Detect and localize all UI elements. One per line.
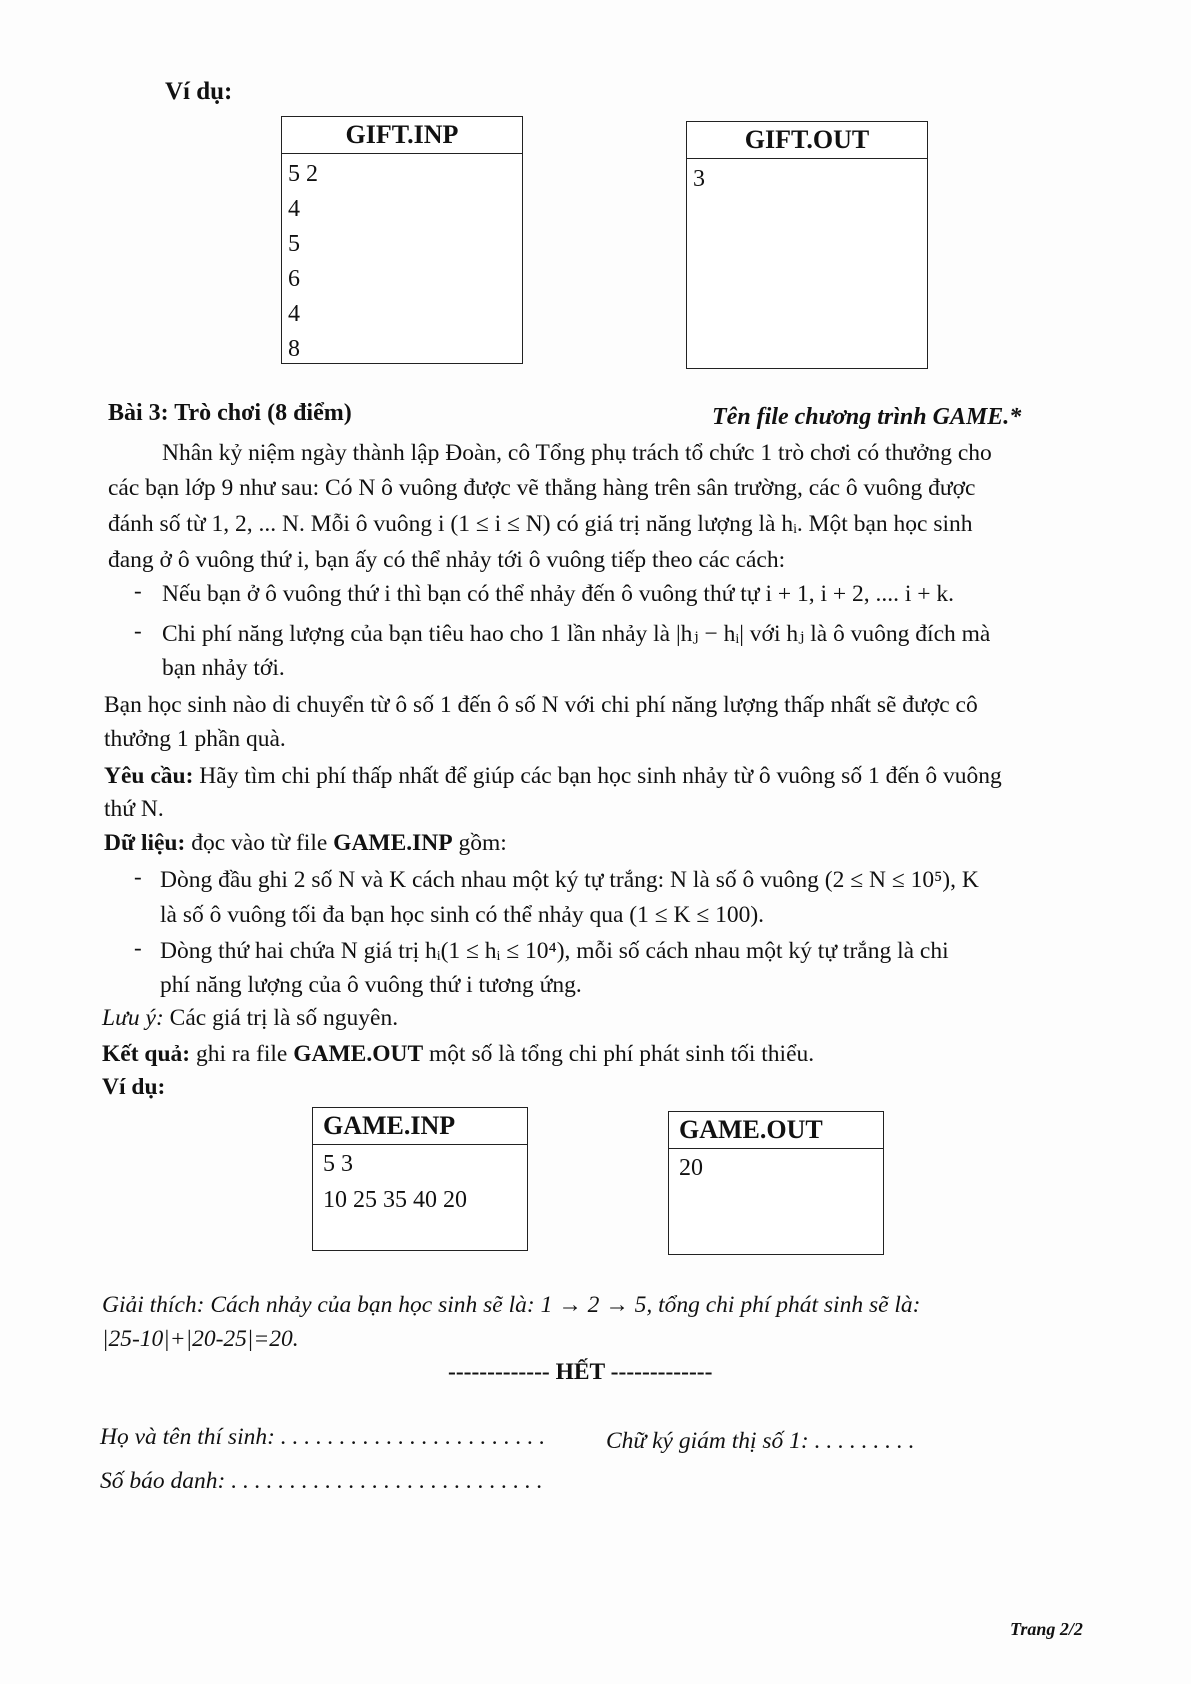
page-number: Trang 2/2 bbox=[1010, 1619, 1083, 1639]
explanation-line: |25-10|+|20-25|=20. bbox=[102, 1326, 299, 1352]
note-line bbox=[102, 1001, 398, 1035]
result-text: một số là tổng chi phí phát sinh tối thiểu. bbox=[423, 1041, 815, 1067]
intro-line: đánh số từ 1, 2, ... N. Mỗi ô vuông i (1 ≤ i ≤ N) có giá trị năng lượng là hᵢ. Một bạn học sinh bbox=[108, 511, 973, 537]
gift-inp-line: 5 2 bbox=[288, 161, 318, 187]
result-text: ghi ra file bbox=[190, 1041, 294, 1067]
data-item-line: phí năng lượng của ô vuông thứ i tương ứng. bbox=[160, 972, 582, 998]
bullet-dash: - bbox=[134, 864, 142, 889]
example-label: Ví dụ: bbox=[165, 78, 233, 105]
explanation-line: Giải thích: Cách nhảy của bạn học sinh sẽ là: 1 → 2 → 5, tổng chi phí phát sinh sẽ là: bbox=[102, 1292, 921, 1318]
game-out-content bbox=[669, 1149, 883, 1186]
data-text: đọc vào từ file bbox=[191, 830, 334, 856]
result-file: GAME.OUT bbox=[293, 1041, 424, 1067]
data-label: Dữ liệu: bbox=[104, 830, 186, 856]
requirement-line bbox=[104, 759, 1002, 793]
bullet-dash: - bbox=[134, 618, 142, 643]
game-inp-content bbox=[313, 1145, 527, 1218]
problem-title: Bài 3: Trò chơi (8 điểm) bbox=[108, 400, 352, 426]
note-label: Lưu ý: bbox=[102, 1005, 164, 1031]
game-inp-box bbox=[312, 1107, 528, 1251]
gift-inp-content bbox=[282, 154, 522, 367]
problem-filename: Tên file chương trình GAME.* bbox=[712, 404, 1022, 430]
gift-inp-title: GIFT.INP bbox=[282, 117, 522, 154]
intro-line: đang ở ô vuông thứ i, bạn ấy có thể nhảy tới ô vuông tiếp theo các cách: bbox=[108, 547, 786, 573]
result-line bbox=[102, 1037, 814, 1071]
rule-line: bạn nhảy tới. bbox=[162, 655, 285, 681]
gift-inp-line: 6 bbox=[288, 266, 300, 292]
gift-out-content bbox=[687, 159, 927, 197]
game-inp-line: 5 3 bbox=[323, 1151, 353, 1177]
note-text: Các giá trị là số nguyên. bbox=[163, 1005, 399, 1031]
game-out-box bbox=[668, 1111, 884, 1255]
gift-out-line: 3 bbox=[693, 166, 705, 192]
game-inp-title: GAME.INP bbox=[313, 1108, 527, 1145]
game-out-title: GAME.OUT bbox=[669, 1112, 883, 1149]
data-item-line: là số ô vuông tối đa bạn học sinh có thể nhảy qua (1 ≤ K ≤ 100). bbox=[160, 902, 765, 928]
data-item-line: Dòng thứ hai chứa N giá trị hᵢ(1 ≤ hᵢ ≤ 10⁴), mỗi số cách nhau một ký tự trắng là chi bbox=[160, 938, 949, 964]
reward-line: thưởng 1 phần quà. bbox=[104, 726, 286, 752]
gift-out-title: GIFT.OUT bbox=[687, 122, 927, 159]
requirement-line: thứ N. bbox=[104, 796, 164, 822]
requirement-text: Hãy tìm chi phí thấp nhất để giúp các bạn học sinh nhảy từ ô vuông số 1 đến ô vuông bbox=[199, 763, 1002, 789]
rule-line: Chi phí năng lượng của bạn tiêu hao cho 1 lần nhảy là |hⱼ − hᵢ| với hⱼ là ô vuông đích mà bbox=[162, 621, 991, 647]
gift-inp-line: 4 bbox=[288, 196, 300, 222]
game-inp-line: 10 25 35 40 20 bbox=[323, 1187, 467, 1213]
candidate-name-field: Họ và tên thí sinh: . . . . . . . . . . . . . . . . . . . . . . . bbox=[100, 1424, 546, 1450]
candidate-id-field: Số báo danh: . . . . . . . . . . . . . . . . . . . . . . . . . . . bbox=[100, 1468, 543, 1494]
gift-out-box bbox=[686, 121, 928, 369]
rule-line: Nếu bạn ở ô vuông thứ i thì bạn có thể nhảy đến ô vuông thứ tự i + 1, i + 2, .... i + k. bbox=[162, 581, 955, 607]
game-out-line: 20 bbox=[679, 1155, 703, 1181]
end-mark: ------------- HẾT ------------- bbox=[448, 1359, 713, 1385]
bullet-dash: - bbox=[134, 935, 142, 960]
reward-line: Bạn học sinh nào di chuyển từ ô số 1 đến ô số N với chi phí năng lượng thấp nhất sẽ được cô bbox=[104, 692, 978, 718]
gift-inp-line: 5 bbox=[288, 231, 300, 257]
gift-inp-box bbox=[281, 116, 523, 364]
bullet-dash: - bbox=[134, 578, 142, 603]
data-file: GAME.INP bbox=[333, 830, 453, 856]
example2-label: Ví dụ: bbox=[102, 1074, 166, 1100]
requirement-label: Yêu cầu: bbox=[104, 763, 194, 789]
intro-line: Nhân kỷ niệm ngày thành lập Đoàn, cô Tổng phụ trách tổ chức 1 trò chơi có thưởng cho bbox=[162, 440, 992, 466]
data-text: gồm: bbox=[452, 830, 507, 856]
gift-inp-line: 8 bbox=[288, 336, 300, 362]
data-item-line: Dòng đầu ghi 2 số N và K cách nhau một ký tự trắng: N là số ô vuông (2 ≤ N ≤ 10⁵), K bbox=[160, 867, 979, 893]
data-line bbox=[104, 826, 507, 860]
invigilator-signature-field: Chữ ký giám thị số 1: . . . . . . . . . bbox=[606, 1428, 915, 1454]
intro-line: các bạn lớp 9 như sau: Có N ô vuông được vẽ thẳng hàng trên sân trường, các ô vuông được bbox=[108, 475, 976, 501]
gift-inp-line: 4 bbox=[288, 301, 300, 327]
result-label: Kết quả: bbox=[102, 1041, 191, 1067]
